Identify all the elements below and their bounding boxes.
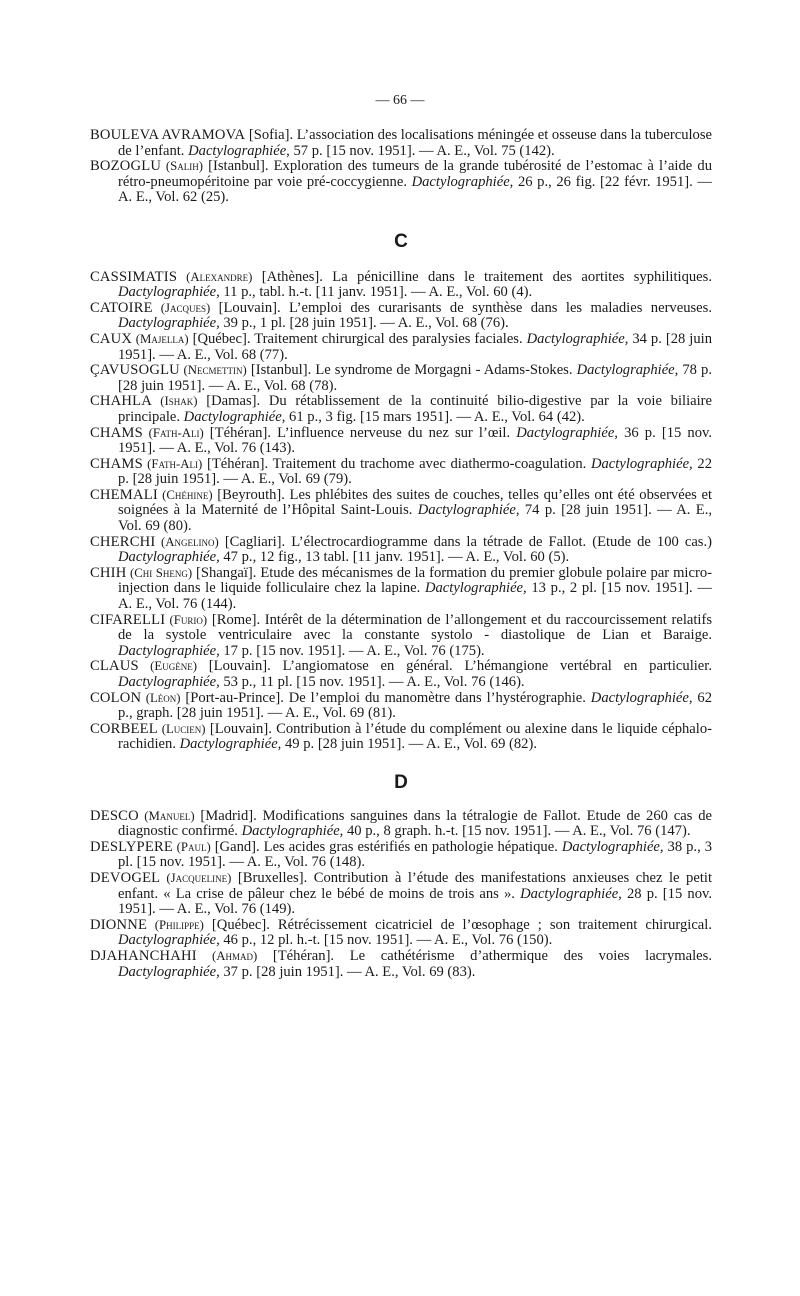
- entry-format: Dactylographiée,: [118, 549, 220, 566]
- entry-author: DESCO: [90, 807, 139, 824]
- entry-author: DEVOGEL: [90, 869, 161, 886]
- entry-details: 53 p., 11 pl. [15 nov. 1951]. — A. E., Vol. 76 (146).: [219, 674, 525, 690]
- entry-format: Dactylographiée,: [411, 173, 514, 190]
- entry-details: 17 p. [15 nov. 1951]. — A. E., Vol. 76 (175).: [219, 642, 485, 659]
- entry-details: 36 p. [15 nov. 1951]. — A. E., Vol. 76 (143).: [118, 424, 712, 457]
- entry-author: CHAMS: [90, 455, 143, 472]
- entry-format: Dactylographiée,: [590, 455, 693, 472]
- bibliography-entry: [90, 722, 712, 753]
- entry-format: Dactylographiée,: [526, 330, 629, 347]
- entry-details: 37 p. [28 juin 1951]. — A. E., Vol. 69 (83).: [219, 963, 476, 980]
- bibliography-entry: [90, 613, 712, 660]
- entry-author: CHIH: [90, 564, 127, 581]
- entry-details: 47 p., 12 fig., 13 tabl. [11 janv. 1951]. — A. E., Vol. 60 (5).: [219, 549, 570, 566]
- entry-format: Dactylographiée,: [516, 424, 618, 441]
- entry-details: 34 p. [28 juin 1951]. — A. E., Vol. 68 (77).: [118, 330, 712, 363]
- entry-given-name: (Chi Sheng): [126, 565, 193, 580]
- entry-details: 11 p., tabl. h.-t. [11 janv. 1951]. — A. E., Vol. 60 (4).: [219, 284, 533, 301]
- bibliography-entry: [90, 840, 712, 871]
- entry-details: 38 p., 3 pl. [15 nov. 1951]. — A. E., Vol. 76 (148).: [118, 838, 712, 871]
- entry-author: CATOIRE: [90, 299, 153, 316]
- entry-title: [Beyrouth]. Les phlébites des suites de couches, telles qu’elles ont été observées et soignées à la Maternité de l’Hôpital Saint-Louis.: [118, 486, 713, 519]
- entry-format: Dactylographiée,: [118, 315, 220, 332]
- entry-title: [Istanbul]. Exploration des tumeurs de la grande tubérosité de l’estomac à l’aide du rétro-pneumopéritoine par voie pré-coccygienne.: [118, 158, 712, 190]
- entry-details: 40 p., 8 graph. h.-t. [15 nov. 1951]. — A. E., Vol. 76 (147).: [343, 823, 691, 840]
- bibliography-entry: [90, 270, 712, 301]
- entry-given-name: (Majella): [132, 331, 189, 346]
- entry-title: [Gand]. Les acides gras estérifiés en pathologie hépatique.: [210, 838, 562, 855]
- entry-title: [Cagliari]. L’électrocardiogramme dans la tétrade de Fallot. (Etude de 100 cas.): [218, 533, 712, 550]
- section-letter-d: D: [394, 771, 408, 793]
- entry-title: [Shangaï]. Etude des mécanismes de la formation du premier globule polaire par micro-injection dans le liquide folliculaire chez la lapine.: [118, 564, 712, 597]
- entry-format: Dactylographiée,: [561, 838, 664, 855]
- entry-title: [Bruxelles]. Contribution à l’étude des manifestations anxieuses chez le petit enfant. « La crise de pâleur chez le bébé de moins de trois ans ».: [118, 869, 712, 902]
- entry-format: Dactylographiée,: [188, 142, 290, 159]
- entry-author: BOULEVA AVRAMOVA: [90, 127, 246, 143]
- entry-title: [Téhéran]. L’influence nerveuse du nez sur l’œil.: [203, 424, 517, 441]
- bibliography-entry: [90, 363, 712, 394]
- entry-given-name: (Philippe): [147, 917, 204, 932]
- entry-author: CASSIMATIS: [90, 268, 178, 285]
- bibliography-entry: [90, 691, 712, 722]
- entry-given-name: (Léon): [141, 690, 181, 705]
- entry-author: CIFARELLI: [90, 611, 166, 628]
- entry-title: [Québec]. Traitement chirurgical des paralysies faciales.: [188, 330, 527, 347]
- bibliography-entry: [90, 159, 712, 206]
- entry-author: BOZOGLU: [90, 158, 162, 175]
- bibliography-entry: [90, 535, 712, 566]
- entry-given-name: (Angelino): [155, 534, 219, 549]
- entry-details: 39 p., 1 pl. [28 juin 1951]. — A. E., Vol. 68 (76).: [219, 315, 509, 332]
- entry-format: Dactylographiée,: [118, 932, 220, 949]
- entry-given-name: (Ishak): [152, 394, 198, 409]
- entry-given-name: (Alexandre): [177, 269, 253, 284]
- bibliography-entry: [90, 871, 712, 918]
- section-letter-c: C: [394, 230, 408, 252]
- entry-details: 57 p. [15 nov. 1951]. — A. E., Vol. 75 (142).: [289, 142, 555, 159]
- entry-format: Dactylographiée,: [183, 408, 286, 425]
- bibliography-entry: [90, 949, 712, 980]
- entry-given-name: (Fath-Ali): [142, 425, 204, 440]
- entry-format: Dactylographiée,: [118, 284, 220, 301]
- entry-author: DJAHANCHAHI: [90, 947, 197, 964]
- entry-given-name: (Salih): [161, 159, 203, 174]
- entry-details: 62 p., graph. [28 juin 1951]. — A. E., Vol. 69 (81).: [118, 689, 712, 722]
- bibliography-entry: [90, 426, 712, 457]
- bibliography-list: [90, 128, 712, 980]
- entry-format: Dactylographiée,: [179, 736, 282, 753]
- entry-title: [Louvain]. L’emploi des curarisants de synthèse dans les maladies nerveuses.: [210, 299, 712, 316]
- entry-title: [Istanbul]. Le syndrome de Morgagni - Adams-Stokes.: [246, 362, 577, 379]
- entry-details: 49 p. [28 juin 1951]. — A. E., Vol. 69 (82).: [281, 736, 537, 753]
- entry-details: 22 p. [28 juin 1951]. — A. E., Vol. 69 (79).: [118, 455, 712, 488]
- entry-given-name: (Jacques): [152, 300, 211, 315]
- entry-given-name: (Chéhine): [157, 487, 213, 502]
- entry-author: DESLYPERE: [90, 838, 174, 855]
- entry-author: CLAUS: [90, 658, 139, 675]
- entry-author: COLON: [90, 689, 142, 706]
- entry-author: CORBEEL: [90, 720, 158, 737]
- entry-details: 61 p., 3 fig. [15 mars 1951]. — A. E., Vol. 64 (42).: [285, 408, 585, 425]
- entry-title: [Téhéran]. Le cathétérisme d’athermique des voies lacrymales.: [257, 947, 712, 964]
- bibliography-entry: [90, 457, 712, 488]
- entry-author: CAUX: [90, 330, 133, 347]
- entry-format: Dactylographiée,: [417, 502, 520, 519]
- entry-details: 28 p. [15 nov. 1951]. — A. E., Vol. 76 (149).: [118, 885, 712, 918]
- entry-author: CHEMALI: [90, 486, 158, 503]
- bibliography-entry: [90, 918, 712, 949]
- entry-author: CHERCHI: [90, 533, 156, 550]
- entry-title: [Damas]. Du rétablissement de la continuité bilio-digestive par la voie biliaire principale.: [118, 393, 712, 425]
- entry-author: DIONNE: [90, 916, 148, 933]
- entry-given-name: (Fath-Ali): [142, 456, 203, 471]
- bibliography-entry: [90, 659, 712, 690]
- entry-title: [Port-au-Prince]. De l’emploi du manomètre dans l’hystérographie.: [180, 689, 591, 706]
- entry-format: Dactylographiée,: [241, 823, 344, 840]
- entry-title: [Madrid]. Modifications sanguines dans la tétralogie de Fallot. Etude de 260 cas de diagnostic confirmé.: [118, 807, 712, 840]
- bibliography-entry: [90, 332, 712, 363]
- entry-format: Dactylographiée,: [590, 689, 693, 706]
- entry-given-name: (Lucien): [157, 721, 206, 736]
- entry-details: 74 p. [28 juin 1951]. — A. E., Vol. 69 (80).: [118, 502, 712, 535]
- entry-format: Dactylographiée,: [118, 642, 220, 659]
- entry-format: Dactylographiée,: [118, 674, 220, 690]
- entry-given-name: (Necmettin): [179, 363, 247, 378]
- entry-format: Dactylographiée,: [118, 963, 220, 980]
- entry-title: [Rome]. Intérêt de la détermination de l’allongement et du raccourcissement relatifs de la systole ventriculaire avec la constante systolo - diastolique de Lian et Baraige.: [118, 611, 713, 644]
- bibliography-entry: [90, 394, 712, 425]
- entry-given-name: (Jacqueline): [160, 870, 232, 885]
- entry-title: [Québec]. Rétrécissement cicatriciel de l’œsophage ; son traitement chirurgical.: [203, 916, 712, 933]
- entry-details: 26 p., 26 fig. [22 févr. 1951]. — A. E., Vol. 62 (25).: [118, 173, 712, 206]
- entry-given-name: (Paul): [173, 839, 211, 854]
- bibliography-entry: [90, 566, 712, 613]
- entry-title: [Louvain]. Contribution à l’étude du complément ou alexine dans le liquide céphalo-rachidien.: [118, 720, 712, 753]
- bibliography-entry: [90, 301, 712, 332]
- entry-given-name: (Ahmad): [196, 948, 258, 963]
- entry-given-name: (Furio): [165, 612, 208, 627]
- entry-details: 78 p. [28 juin 1951]. — A. E., Vol. 68 (78).: [118, 362, 712, 394]
- page-number: — 66 —: [375, 93, 425, 108]
- bibliography-entry: [90, 128, 712, 159]
- entry-format: Dactylographiée,: [576, 362, 679, 379]
- bibliography-entry: [90, 488, 712, 535]
- entry-given-name: (Manuel): [138, 808, 195, 823]
- entry-format: Dactylographiée,: [520, 885, 622, 902]
- entry-details: 13 p., 2 pl. [15 nov. 1951]. — A. E., Vol. 76 (144).: [118, 580, 712, 613]
- entry-given-name: (Eugène): [138, 659, 198, 674]
- entry-title: [Louvain]. L’angiomatose en général. L’hémangione vertébral en particulier.: [197, 658, 712, 675]
- entry-title: [Téhéran]. Traitement du trachome avec diathermo-coagulation.: [202, 455, 591, 472]
- entry-author: CHAMS: [90, 424, 143, 441]
- entry-author: ÇAVUSOGLU: [90, 362, 180, 379]
- entry-title: [Athènes]. La pénicilline dans le traitement des aortites syphilitiques.: [252, 268, 712, 285]
- bibliography-entry: [90, 809, 712, 840]
- entry-title: [Sofia]. L’association des localisations méningée et osseuse dans la tuberculose de l’enfant.: [118, 127, 713, 159]
- entry-format: Dactylographiée,: [424, 580, 527, 597]
- entry-details: 46 p., 12 pl. h.-t. [15 nov. 1951]. — A. E., Vol. 76 (150).: [219, 932, 553, 949]
- entry-author: CHAHLA: [90, 393, 153, 410]
